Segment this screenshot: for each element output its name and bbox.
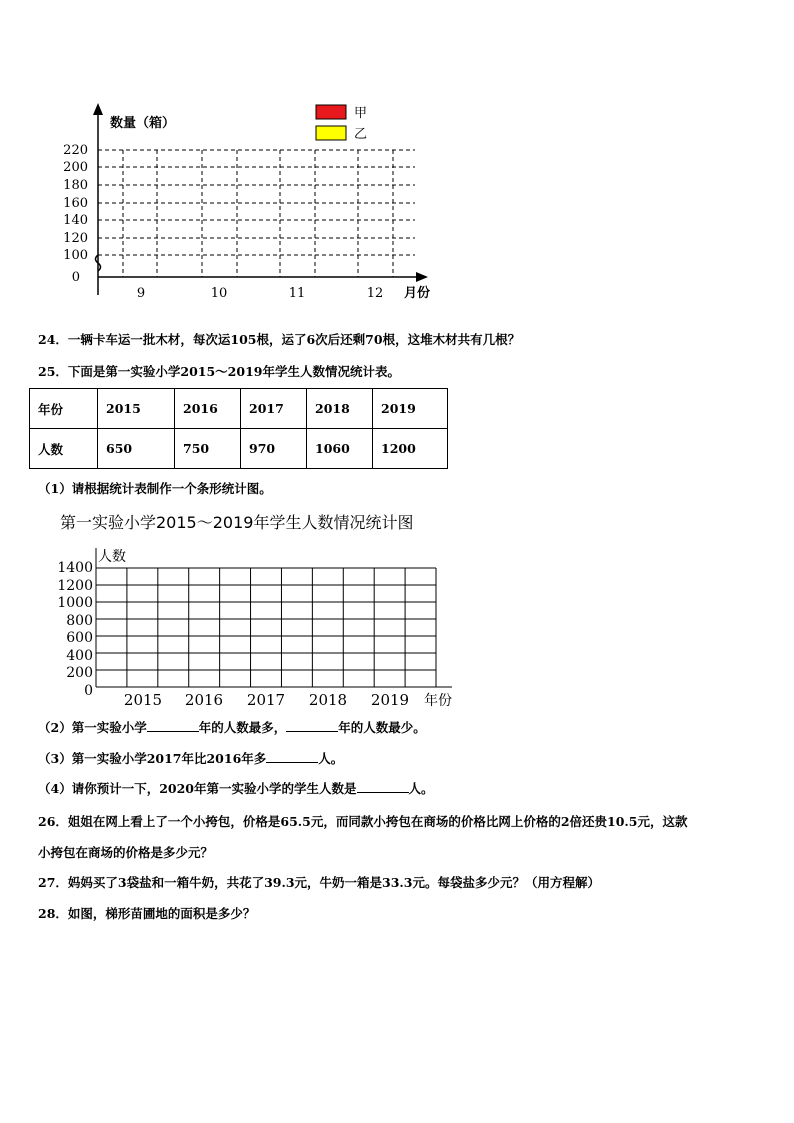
y-tick: 120 (63, 231, 88, 246)
chart-boxes-monthly (0, 95, 460, 305)
y-tick: 1000 (57, 595, 93, 611)
grid-vertical (123, 150, 393, 277)
y-tick: 100 (63, 248, 88, 263)
question-25-3 (38, 749, 343, 769)
table-cell: 年份 (30, 389, 98, 429)
x-axis-arrow (416, 272, 428, 282)
table-row (30, 389, 448, 429)
legend-label-jia: 甲 (354, 106, 368, 121)
question-27: 27．妈妈买了3袋盐和一箱牛奶，共花了39.3元，牛奶一箱是33.3元。每袋盐多少元？（用方程解） (38, 875, 600, 890)
y-tick: 1400 (57, 560, 93, 576)
table-cell: 750 (175, 429, 241, 469)
question-text: （4）请你预计一下，2020年第一实验小学的学生人数是 (38, 781, 357, 796)
question-text: 年的人数最少。 (338, 720, 426, 735)
grid-horizontal (98, 150, 415, 255)
x-tick: 2017 (246, 691, 286, 709)
table-row (30, 429, 448, 469)
x-tick: 2019 (370, 691, 410, 709)
table-cell: 2018 (307, 389, 373, 429)
y-tick: 1200 (57, 578, 93, 594)
question-25-4 (38, 779, 434, 799)
y-tick: 0 (84, 683, 93, 699)
y-tick: 200 (66, 665, 93, 681)
table-cell: 2019 (373, 389, 448, 429)
y-tick: 600 (66, 630, 93, 646)
table-cell: 2017 (241, 389, 307, 429)
question-text: （3）第一实验小学2017年比2016年多 (38, 751, 267, 766)
y-tick: 140 (63, 213, 88, 228)
answer-blank[interactable] (266, 749, 318, 763)
table-cell: 970 (241, 429, 307, 469)
grid (96, 568, 436, 687)
x-tick: 11 (288, 286, 306, 301)
table-cell: 1200 (373, 429, 448, 469)
question-25-1: （1）请根据统计表制作一个条形统计图。 (38, 481, 272, 496)
chart-title: 第一实验小学2015～2019年学生人数情况统计图 (60, 513, 414, 532)
question-26-line2: 小挎包在商场的价格是多少元？ (38, 845, 214, 860)
x-axis-label: 月份 (404, 286, 431, 301)
question-28: 28．如图，梯形苗圃地的面积是多少？ (38, 906, 256, 921)
answer-blank[interactable] (286, 718, 338, 732)
x-tick: 2016 (184, 691, 224, 709)
y-tick: 180 (63, 178, 88, 193)
y-tick: 800 (66, 613, 93, 629)
chart-student-count (0, 540, 470, 715)
x-tick: 9 (136, 286, 146, 301)
y-tick: 0 (71, 270, 80, 285)
question-text: （2）第一实验小学 (38, 720, 147, 735)
table-cell: 1060 (307, 429, 373, 469)
x-tick: 2015 (123, 691, 163, 709)
question-text: 人。 (318, 751, 344, 766)
answer-blank[interactable] (147, 718, 199, 732)
table-cell: 2015 (98, 389, 175, 429)
y-axis-arrow (93, 103, 103, 115)
y-tick: 200 (63, 160, 88, 175)
table-cell: 650 (98, 429, 175, 469)
x-tick: 10 (210, 286, 228, 301)
table-cell: 2016 (175, 389, 241, 429)
question-26-line1: 26．姐姐在网上看上了一个小挎包，价格是65.5元，而同款小挎包在商场的价格比网上价格的2倍还贵10.5元，这款 (38, 814, 688, 829)
y-axis-label: 人数 (98, 549, 126, 565)
question-25: 25．下面是第一实验小学2015～2019年学生人数情况统计表。 (38, 364, 400, 379)
table-cell: 人数 (30, 429, 98, 469)
student-count-table (29, 388, 448, 469)
y-axis-label: 数量（箱） (110, 116, 176, 131)
question-24: 24．一辆卡车运一批木材，每次运105根，运了6次后还剩70根，这堆木材共有几根？ (38, 332, 521, 347)
question-25-2 (38, 718, 426, 738)
legend-label-yi: 乙 (354, 127, 368, 142)
answer-blank[interactable] (357, 779, 409, 793)
y-tick: 220 (63, 143, 88, 158)
x-tick: 12 (366, 286, 384, 301)
x-tick: 2018 (308, 691, 348, 709)
x-axis-label: 年份 (424, 693, 452, 709)
legend-swatch-jia (316, 105, 346, 119)
question-text: 年的人数最多， (198, 720, 287, 735)
y-tick: 160 (63, 196, 88, 211)
legend-swatch-yi (316, 126, 346, 140)
question-text: 人。 (408, 781, 434, 796)
y-tick: 400 (66, 648, 93, 664)
